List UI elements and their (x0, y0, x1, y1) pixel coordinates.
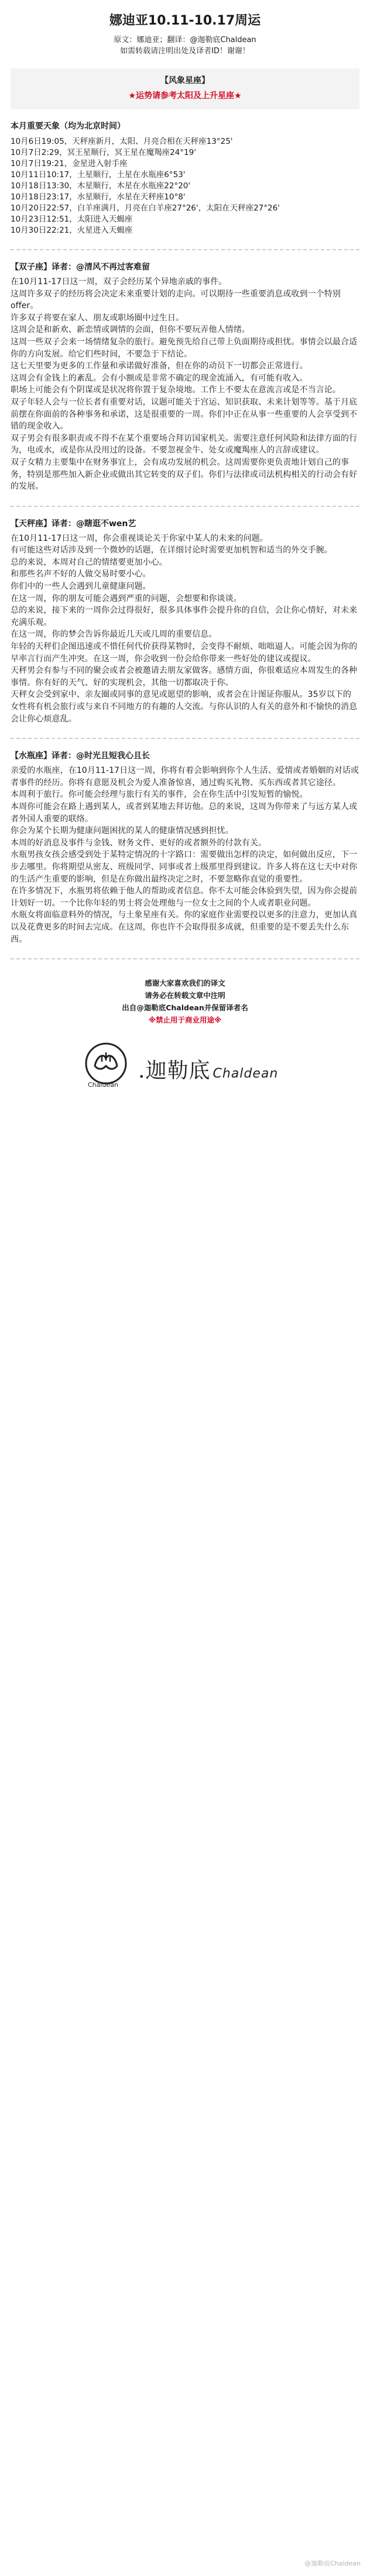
sign-section (11, 750, 359, 945)
forecast-paragraph: 本周你可能会在路上遇到某人，或者到某地去拜访他。总的来说，这周为你带来了与远方某人或者外国人重要的联络。 (11, 802, 358, 824)
event-item: 10月18日23:17，水星顺行，水星在天秤座10°8' (11, 192, 186, 202)
forecast-paragraph: 总的来说，本周对自己的情绪要更加小心。 (11, 557, 167, 567)
section-divider (11, 249, 359, 250)
translator-name: @清风不再过客难留 (76, 263, 150, 272)
logo-name-en: Chaldean (213, 1066, 279, 1082)
forecast-paragraph: 有可能这些对话涉及到一个微妙的话题，在详细讨论时需要更加机智和适当的外交手腕。 (11, 545, 333, 555)
forecast-paragraph: 在这一周，你的梦会告诉你最近几天或几周的重要信息。 (11, 630, 217, 640)
forecast-paragraph: 这七天里要为更多的工作量和承诺做好准备，但在你的动员下一切都会正常进行。 (11, 361, 308, 371)
section-divider (11, 506, 359, 507)
logo-dot-icon: . (138, 1059, 146, 1083)
forecast-paragraph: 职场上可能会有个阴谋或是状况将你置于复杂境地。工作上不要太在意流言或是不当言论。 (11, 385, 341, 395)
footer-line: 请务必在转载文章中注明 (145, 991, 225, 1000)
forecast-paragraph: 这周会是和新欢、新恋情或调情的会面，但你不要玩弄他人情绪。 (11, 325, 250, 335)
events-list (11, 136, 359, 236)
commercial-warning: ※禁止用于商业用途※ (148, 1016, 222, 1025)
section-divider (11, 958, 359, 959)
forecast-paragraph: 水瓶男孩女孩会感受到处于某特定情况的十字路口：需要做出怎样的决定，如何做出反应，下一步去哪里。你将期望从密友、班级同学、同事或者上级那里得到建议。许多人将在这七天中对你的生活产生重要的影响，但是在你做出最终决定之时，不要忽略你直觉的重要性。 (11, 850, 358, 884)
event-item: 10月7日2:29，冥王星顺行，冥王星在魔羯座24°19' (11, 148, 196, 157)
forecast-paragraph: 这周一些双子会来一场情绪复杂的旅行。避免预先给自己带上负面期待或担忧。事情会以最合适你的方向发展。给它们些时间，不要急于下结论。 (11, 337, 358, 359)
forecast-paragraph: 年轻的天秤们企图迅速或不惜任何代价获得某物时，会变得不耐烦、咄咄逼人。可能会因为你的早率言行而产生冲突。在这一周，你会收到一份会给你带来一些好处的建议或提议。 (11, 642, 358, 664)
sign-label: 【水瓶座】译者： (11, 751, 76, 761)
forecast-paragraph: 水瓶女将面临意料外的情况，与土象星座有关。你的家庭作业需要投以更多的注意力，更加认真以及花费更多的时间去完成。在这周，你也许不会取得很多成就，但重要的是不要丢失什么东西。 (11, 910, 358, 944)
banner-title: 【风象星座】 (160, 76, 210, 85)
sign-heading (11, 261, 359, 272)
forecast-paragraph: 亲爱的水瓶座，在10月11-17日这一周，你将有着会影响到你个人生活、爱情或者婚姻的对话或者事件的经历。你将有意愿及机会为爱人准备惊喜，通过购买礼物、买东西或者其它途径。 (11, 766, 359, 788)
credit-line: 原文：娜迪亚；翻译：@迦勒底Chaldean (114, 36, 256, 44)
sign-label: 【双子座】译者： (11, 263, 76, 272)
chaldean-logo (80, 1040, 290, 1096)
section-divider (11, 738, 359, 739)
event-item: 10月20日22:57，白羊座满月，月亮在白羊座27°26'，太阳在天秤座27°26' (11, 203, 280, 213)
sign-heading (11, 750, 359, 761)
forecast-paragraph: 本周利于旅行。你可能会经理与旅行有关的事件，会在你生活中引发短暂的愉悦。 (11, 790, 308, 800)
event-item: 10月30日22:21，火星进入天蝎座 (11, 226, 133, 235)
forecast-paragraph: 双子女精力主要集中在财务事宜上，会有成功发展的机会。这周需要你更负责地计划自己的事务，特别是那些加入新企业或做出其它转变的双子们。你们与法律或司法机构相关的行动会有好的发展。 (11, 457, 358, 492)
event-item: 10月6日19:05，天秤座新月，太阳、月亮合相在天秤座13°25' (11, 137, 233, 146)
event-item: 10月23日12:51，太阳进入天蝎座 (11, 215, 133, 224)
forecast-paragraph: 在许多情况下，水瓶男将依赖于他人的帮助或者信息。你不太可能会体验到失望，因为你会提前计划好一切。一个比你年轻的男士将会处理他与一位女士之间的个人或者职业问题。 (11, 886, 358, 908)
weibo-watermark: @迦勒底Chaldean (304, 2560, 361, 2567)
forecast-paragraph: 在这一周，你的朋友可能会遇到严重的问题，会想要和你谈谈。 (11, 593, 242, 603)
forecast-paragraph: 天秤男会有参与不同的聚会或者会被邀请去朋友家做客。感情方面，你很难适应本周发生的各种事情。你有好的天气、好的实现机会，其他一切都取决于你。 (11, 666, 358, 688)
banner-subtitle: ★运势请参考太阳及上升星座★ (128, 91, 242, 101)
footer (11, 977, 359, 1096)
events-title: 本月重要天象（均为北京时间） (11, 122, 125, 131)
page-title: 娜迪亚10.11-10.17周运 (109, 13, 261, 28)
forecast-paragraph: 许多双子将要在家人、朋友或职场圈中过生日。 (11, 313, 184, 323)
forecast-paragraph: 天秤女会受到家中、亲友圈或同事的意见或愿望的影响，或者会在计图证你服从。35岁以下的女性将有机会旅行或与来自不同地方的有趣的人交流。与你认识的人有关的意外和不愉快的消息会让你心烦意乱。 (11, 690, 358, 724)
sign-label: 【天秤座】译者： (11, 519, 76, 529)
events-section (11, 120, 359, 236)
footer-lines (11, 977, 359, 1014)
logo-name: .迦勒底 Chaldean (138, 1059, 279, 1083)
translator-name: @时光且短我心且长 (76, 751, 150, 761)
repost-notice: 如需转载请注明出处及译者ID！谢谢！ (120, 47, 250, 56)
forecast-paragraph: 你们中的一些人会遇到儿童健康问题。 (11, 582, 151, 592)
forecast-paragraph: 总的来说，接下来的一周你会过得很好，很多具体事件会提升你的自信，会让你心情好，对未来充满乐观。 (11, 606, 358, 627)
forecast-paragraph: 这周会有金钱上的紊乱。会有小额或是非常不确定的现金流涌入，有可能有收入。 (11, 373, 308, 383)
header (0, 0, 370, 60)
element-banner (11, 68, 359, 109)
sign-heading (11, 517, 359, 529)
event-item: 10月11日10:17，土星顺行，土星在水瓶座6°53' (11, 170, 186, 179)
forecast-paragraph: 在10月11-17日这一周，双子会经历某个异地亲戚的事件。 (11, 277, 227, 286)
sign-section (11, 261, 359, 493)
event-item: 10月18日13:30，木星顺行，木星在水瓶座22°20' (11, 181, 191, 191)
forecast-paragraph: 双子年轻人会与一位长者有重要对话，议题可能关于宫运、知识获取、未来计划等等。基于月底前摆在你面前的各种事务和承诺，这是很重要的一周。你们中正在从事一些重要的人会享受到不错的现金收入。 (11, 397, 358, 431)
sign-section (11, 517, 359, 726)
footer-line: 出自@迦勒底Chaldean并保留译者名 (122, 1003, 248, 1013)
footer-line: 感谢大家喜欢我们的译文 (145, 979, 225, 988)
forecast-paragraph: 在10月11-17日这一周，你会重视谈论关于你家中某人的未来的问题。 (11, 533, 268, 543)
forecast-paragraph: 你会为某个长期为健康问题困扰的某人的健康情况感到担忧。 (11, 826, 234, 836)
forecast-paragraph: 本周的好消息及事件与金钱、财务文件、更好的或者额外的付款有关。 (11, 838, 267, 848)
translator-name: @瞎逛不wen艺 (76, 519, 136, 529)
event-item: 10月7日19:21，金星进入射手座 (11, 159, 128, 168)
forecast-paragraph: 和那些名声不好的人做交易时要小心。 (11, 569, 151, 579)
forecast-paragraph: 这周许多双子的经历将会决定未来重要计划的走向。可以期待一些重要消息或收到一个特别offer。 (11, 289, 341, 311)
forecast-paragraph: 双子男会有很多职责或不得不在某个重要场合拜访国家机关。需要注意任何风险和法律方面的行为，电或水，或是你从没用过的设备。不要忽视金牛、处女或魔羯座人的言辞或建议。 (11, 433, 358, 455)
signs-container (0, 249, 370, 959)
logo-subtitle: Chaldean (88, 1081, 118, 1089)
